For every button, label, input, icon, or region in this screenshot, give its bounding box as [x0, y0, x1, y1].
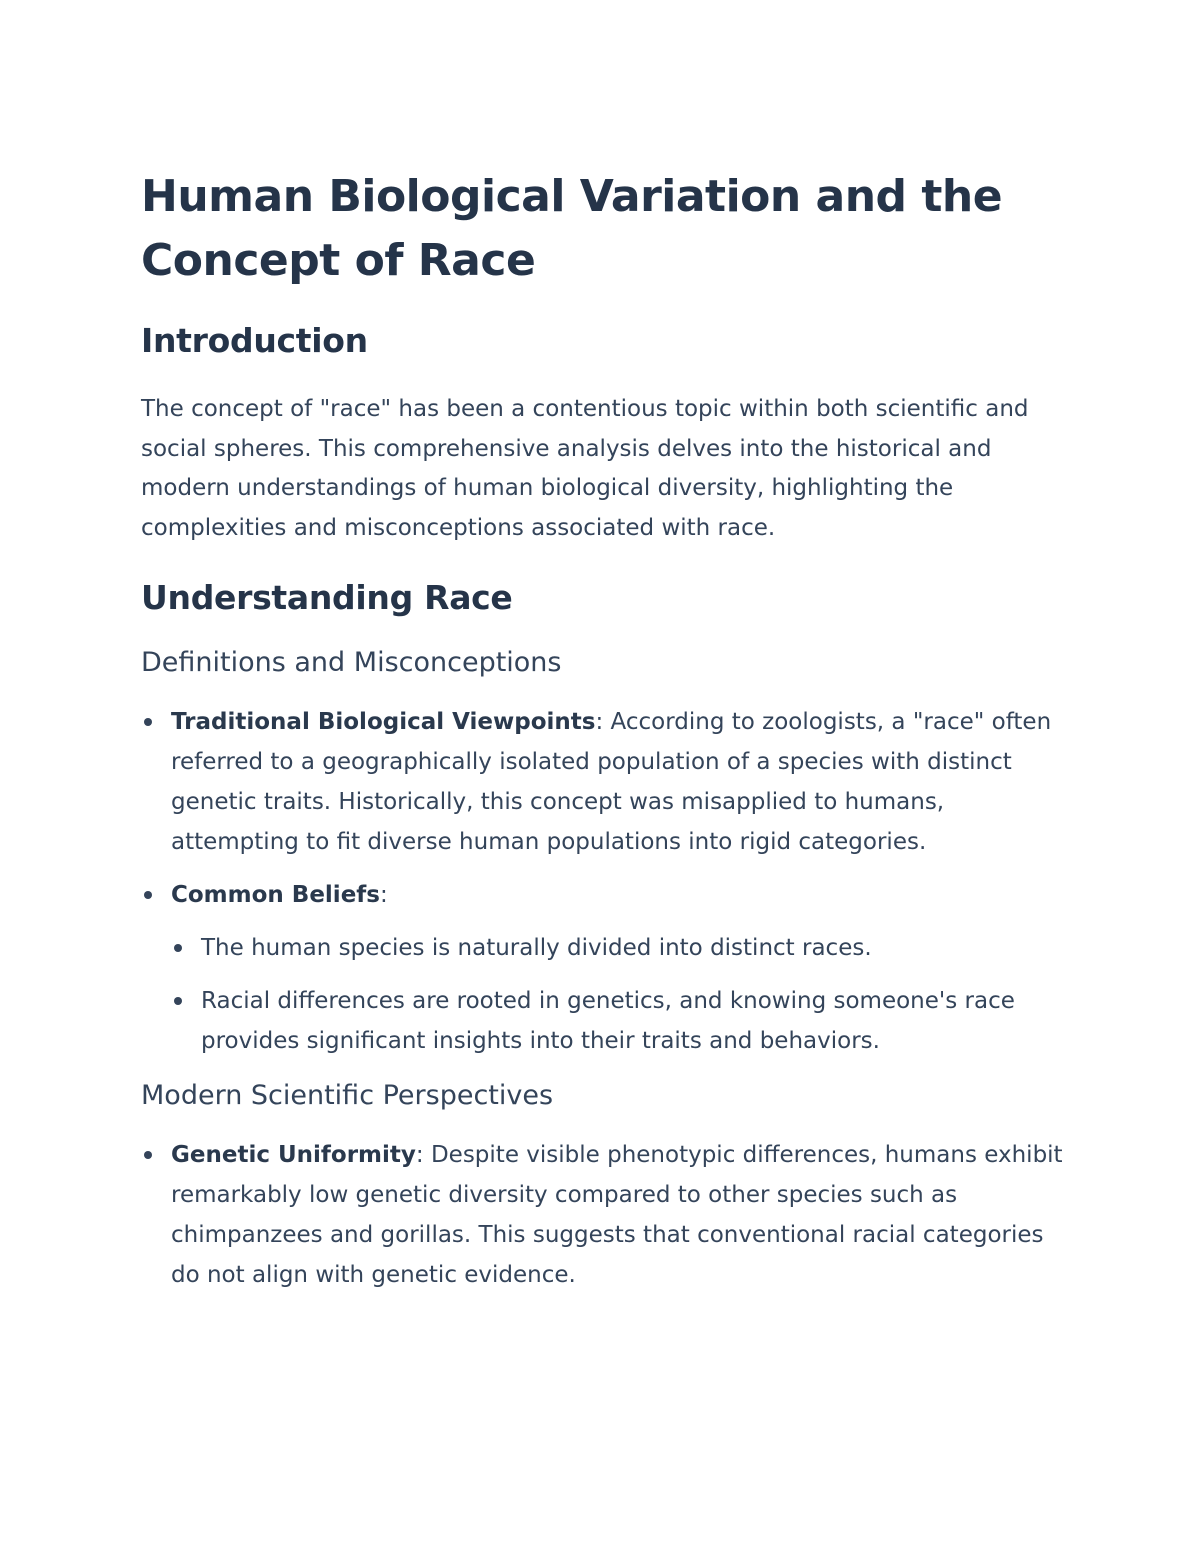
document-title: Human Biological Variation and the Concept of Race	[141, 171, 1003, 286]
bullet-icon	[144, 1151, 152, 1159]
bullet-icon	[144, 718, 152, 726]
list-item-term: Traditional Biological Viewpoints	[171, 709, 596, 735]
nested-list-item-text: Racial differences are rooted in genetics, and knowing someone's race provides significant insights into their traits and behaviors.	[201, 988, 1015, 1054]
list-item-term: Common Beliefs	[171, 882, 380, 908]
bullet-icon	[174, 944, 182, 952]
nested-list-item	[171, 981, 1071, 1061]
subsection-heading-definitions: Definitions and Misconceptions	[141, 647, 562, 678]
nested-list-item-text: The human species is naturally divided into distinct races.	[201, 935, 872, 961]
list-item-text: :	[380, 882, 388, 908]
bullet-icon	[144, 891, 152, 899]
list-item-term: Genetic Uniformity	[171, 1142, 416, 1168]
nested-list-item	[171, 928, 1071, 968]
bullet-icon	[174, 997, 182, 1005]
list-item	[141, 875, 1071, 1061]
document-page	[141, 165, 1071, 1295]
intro-paragraph: The concept of "race" has been a contentious topic within both scientific and social spheres. This comprehensive analysis delves into the historical and modern understandings of human biological diversity, highlighting the complexities and misconceptions associated with race.	[141, 396, 1029, 541]
modern-perspectives-list	[141, 1135, 1071, 1295]
list-item-text: : Despite visible phenotypic differences, humans exhibit remarkably low genetic diversity compared to other species such as chimpanzees and gorillas. This suggests that conventional racial categories do not align with genetic evidence.	[171, 1142, 1063, 1288]
definitions-list	[141, 702, 1071, 1061]
subsection-heading-modern-perspectives: Modern Scientific Perspectives	[141, 1080, 554, 1111]
list-item	[141, 1135, 1071, 1295]
list-item	[141, 702, 1071, 862]
section-heading-understanding-race: Understanding Race	[141, 578, 513, 617]
nested-list	[171, 928, 1071, 1061]
list-item-text: : According to zoologists, a "race" often referred to a geographically isolated population of a species with distinct genetic traits. Historically, this concept was misapplied to humans, attempting to fit diverse human populations into rigid categories.	[171, 709, 1052, 855]
section-heading-introduction: Introduction	[141, 321, 368, 360]
